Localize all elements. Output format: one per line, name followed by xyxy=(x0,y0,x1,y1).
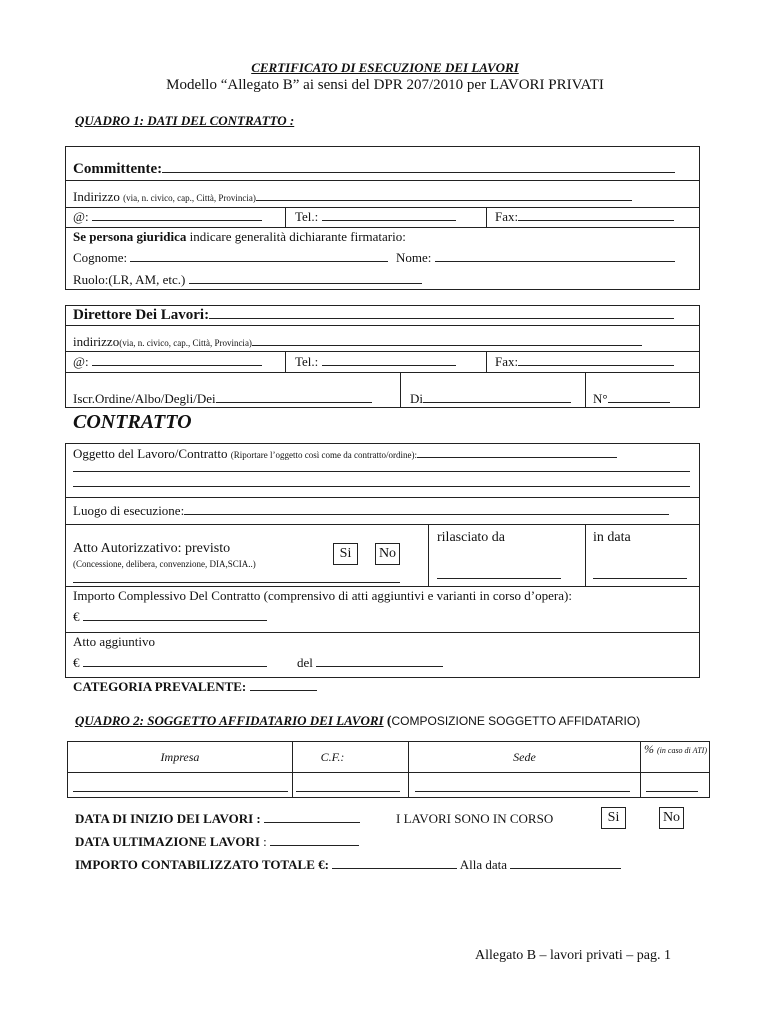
atto-aggiuntivo-importo-field[interactable] xyxy=(73,655,267,671)
col-impresa: Impresa xyxy=(160,750,200,764)
direttore-email-field[interactable] xyxy=(73,354,262,370)
direttore-email-label: @: xyxy=(73,354,89,369)
oggetto-line-3 xyxy=(73,486,690,487)
atto-autorizzativo-line[interactable] xyxy=(73,582,400,583)
atto-autorizzativo-label: Atto Autorizzativo: previsto xyxy=(73,541,231,556)
in-corso-si-checkbox[interactable]: Si xyxy=(601,807,626,829)
atto-aggiuntivo-del-field[interactable] xyxy=(297,655,443,671)
email-label: @: xyxy=(73,209,89,224)
in-corso-no-checkbox[interactable]: No xyxy=(659,807,684,829)
atto-autorizzativo-hint: (Concessione, delibera, convenzione, DIA,SCIA..) xyxy=(73,559,256,569)
col-percentuale-note: (in caso di ATI) xyxy=(657,746,707,755)
iscrizione-field[interactable] xyxy=(73,391,372,407)
quadro2-title: QUADRO 2: SOGGETTO AFFIDATARIO DEI LAVORI xyxy=(75,713,384,728)
indirizzo-hint: (via, n. civico, cap., Città, Provincia) xyxy=(123,193,256,203)
tel-label: Tel.: xyxy=(295,209,319,224)
committente-label: Committente: xyxy=(73,161,163,177)
impresa-input-line[interactable] xyxy=(73,791,288,792)
committente-indirizzo-field[interactable] xyxy=(73,189,632,205)
importo-contabilizzato-field[interactable] xyxy=(75,857,621,873)
document-title: CERTIFICATO DI ESECUZIONE DEI LAVORI xyxy=(251,60,519,75)
direttore-indirizzo-hint: (via, n. civico, cap., Città, Provincia) xyxy=(119,338,252,348)
direttore-fax-label: Fax: xyxy=(495,354,519,369)
luogo-field[interactable] xyxy=(73,503,669,519)
cognome-field[interactable] xyxy=(73,250,388,266)
col-sede: Sede xyxy=(513,750,536,764)
page-footer: Allegato B – lavori privati – pag. 1 xyxy=(475,948,671,963)
committente-email-field[interactable] xyxy=(73,209,262,225)
data-ultimazione-field[interactable] xyxy=(75,834,359,850)
di-field[interactable] xyxy=(410,391,571,407)
fax-label: Fax: xyxy=(495,209,519,224)
direttore-indirizzo-field[interactable] xyxy=(73,334,642,350)
document-subtitle: Modello “Allegato B” ai sensi del DPR 207/2010 per LAVORI PRIVATI xyxy=(166,77,604,93)
contratto-heading: CONTRATTO xyxy=(73,411,192,433)
rilasciato-label: rilasciato da xyxy=(437,530,506,545)
quadro2-paren: ( xyxy=(386,714,392,729)
iscrizione-label: Iscr.Ordine/Albo/Degli/Dei xyxy=(73,391,216,406)
quadro2-heading xyxy=(75,712,640,730)
committente-field[interactable] xyxy=(73,161,675,178)
quadro1-heading: QUADRO 1: DATI DEL CONTRATTO : xyxy=(75,113,295,128)
data-inizio-field[interactable] xyxy=(75,811,360,827)
ruolo-field[interactable] xyxy=(73,272,422,288)
rilasciato-line[interactable] xyxy=(437,578,561,579)
atto-si-checkbox[interactable]: Si xyxy=(333,543,358,565)
persona-giuridica-bold: Se persona giuridica xyxy=(73,229,187,244)
atto-aggiuntivo-label: Atto aggiuntivo xyxy=(73,634,155,649)
importo-contabilizzato-label: IMPORTO CONTABILIZZATO TOTALE €: xyxy=(75,857,329,872)
atto-no-checkbox[interactable]: No xyxy=(375,543,400,565)
committente-fax-field[interactable] xyxy=(495,209,674,225)
del-label: del xyxy=(297,655,313,670)
euro-symbol: € xyxy=(73,609,80,624)
direttore-fax-field[interactable] xyxy=(495,354,674,370)
numero-field[interactable] xyxy=(593,391,670,407)
direttore-field[interactable] xyxy=(73,307,674,324)
lavori-in-corso-label: I LAVORI SONO IN CORSO xyxy=(396,811,554,826)
alla-data-label: Alla data xyxy=(459,857,508,872)
luogo-label: Luogo di esecuzione: xyxy=(73,503,185,518)
nome-field[interactable] xyxy=(396,250,675,266)
importo-contratto-label: Importo Complessivo Del Contratto (comprensivo di atti aggiuntivi e varianti in corso d’opera): xyxy=(73,588,572,603)
oggetto-line-2 xyxy=(73,471,690,472)
direttore-indirizzo-label: indirizzo xyxy=(73,334,120,349)
committente-tel-field[interactable] xyxy=(295,209,456,225)
direttore-tel-field[interactable] xyxy=(295,354,456,370)
nome-label: Nome: xyxy=(396,250,432,265)
importo-contratto-field[interactable] xyxy=(73,609,267,625)
indirizzo-label: Indirizzo xyxy=(73,189,120,204)
oggetto-hint: (Riportare l’oggetto così come da contratto/ordine): xyxy=(230,450,417,460)
col-percentuale xyxy=(641,744,710,756)
cognome-label: Cognome: xyxy=(73,250,128,265)
persona-giuridica-text: indicare generalità dichiarante firmatario: xyxy=(186,229,406,244)
cf-input-line[interactable] xyxy=(296,791,400,792)
ruolo-label: Ruolo:(LR, AM, etc.) xyxy=(73,272,186,287)
in-data-label: in data xyxy=(593,530,631,545)
col-cf: C.F.: xyxy=(320,750,345,764)
numero-label: N° xyxy=(593,391,608,406)
quadro2-suffix: COMPOSIZIONE SOGGETTO AFFIDATARIO) xyxy=(391,714,641,728)
col-percentuale-symbol: % xyxy=(644,742,654,756)
direttore-tel-label: Tel.: xyxy=(295,354,319,369)
categoria-label: CATEGORIA PREVALENTE: xyxy=(73,679,247,694)
sede-input-line[interactable] xyxy=(415,791,630,792)
euro-symbol-2: € xyxy=(73,655,80,670)
direttore-label: Direttore Dei Lavori: xyxy=(73,307,210,323)
persona-giuridica-note xyxy=(73,229,406,245)
oggetto-field[interactable] xyxy=(73,446,617,462)
data-inizio-label: DATA DI INIZIO DEI LAVORI : xyxy=(75,811,261,826)
data-ultimazione-label: DATA ULTIMAZIONE LAVORI xyxy=(75,834,260,849)
di-label: Di xyxy=(410,391,423,406)
percentuale-input-line[interactable] xyxy=(646,791,698,792)
oggetto-label: Oggetto del Lavoro/Contratto xyxy=(73,446,228,461)
data-ultimazione-colon: : xyxy=(259,834,267,849)
in-data-line[interactable] xyxy=(593,578,687,579)
categoria-field[interactable] xyxy=(73,679,317,695)
